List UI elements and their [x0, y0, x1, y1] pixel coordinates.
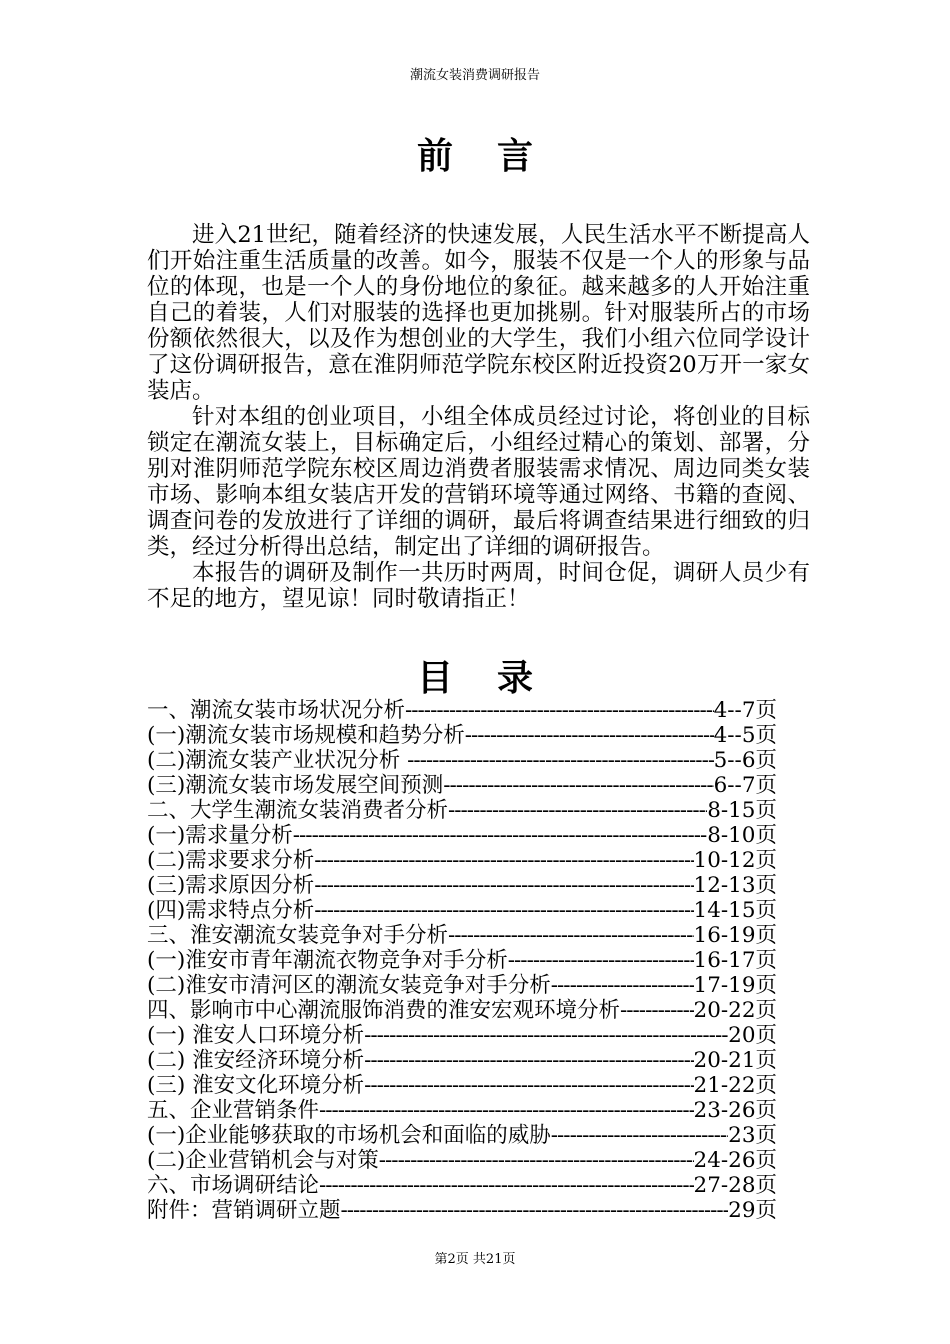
- toc-entry[interactable]: [147, 1048, 777, 1073]
- toc-entry-text: (二)需求要求分析: [147, 848, 315, 873]
- toc-entry-text: (一)需求量分析: [147, 823, 293, 848]
- toc-entry-text: (二)淮安市清河区的潮流女装竞争对手分析: [147, 973, 551, 998]
- toc-entry-page: 8-10页: [707, 823, 777, 848]
- toc-entry-page: 16-17页: [693, 948, 777, 973]
- toc-entry[interactable]: [147, 1073, 777, 1098]
- toc-entry-page: 12-13页: [693, 873, 777, 898]
- toc-entry-text: 二、大学生潮流女装消费者分析: [147, 798, 449, 823]
- toc-leader: [314, 898, 693, 923]
- toc-leader: [319, 1173, 694, 1198]
- toc-entry-text: 一、潮流女装市场状况分析: [147, 698, 406, 723]
- toc-entry[interactable]: [147, 723, 777, 748]
- toc-entry[interactable]: [147, 698, 777, 723]
- toc-leader: [465, 723, 714, 748]
- toc-leader: [551, 1123, 728, 1148]
- toc-entry-page: 20-22页: [693, 998, 777, 1023]
- toc-entry-text: 五、企业营销条件: [147, 1098, 320, 1123]
- toc-entry-page: 20-21页: [693, 1048, 777, 1073]
- toc-entry-text: (二)企业营销机会与对策: [147, 1148, 379, 1173]
- toc-leader: [405, 698, 714, 723]
- toc-entry-page: 16-19页: [693, 923, 777, 948]
- toc-entry[interactable]: [147, 873, 777, 898]
- toc-entry-text: (四)需求特点分析: [147, 898, 315, 923]
- toc-leader: [379, 1148, 694, 1173]
- toc-entry[interactable]: [147, 798, 777, 823]
- toc-entry-text: (三)需求原因分析: [147, 873, 315, 898]
- toc-leader: [319, 1098, 694, 1123]
- toc-entry[interactable]: [147, 748, 777, 773]
- page-number-footer: 第2页 共21页: [434, 1252, 516, 1267]
- toc-leader: [314, 848, 693, 873]
- toc-leader: [407, 748, 713, 773]
- toc-entry-page: 4--7页: [713, 698, 777, 723]
- preface-body: [147, 222, 810, 612]
- toc-entry[interactable]: [147, 823, 777, 848]
- toc-leader: [551, 973, 694, 998]
- toc-entry-page: 4--5页: [713, 723, 777, 748]
- toc-entry-text: 四、影响市中心潮流服饰消费的淮安宏观环境分析: [147, 998, 621, 1023]
- toc-entry[interactable]: [147, 1173, 777, 1198]
- preface-title: 前言: [416, 135, 577, 177]
- toc-leader: [364, 1073, 693, 1098]
- preface-paragraph: 针对本组的创业项目，小组全体成员经过讨论，将创业的目标锁定在潮流女装上，目标确定后，小组经过精心的策划、部署，分别对淮阴师范学院东校区周边消费者服装需求情况、周边同类女装市场、影响本组女装店开发的营销环境等通过网络、书籍的查阅、调查问卷的发放进行了详细的调研，最后将调查结果进行细致的归类，经过分析得出总结，制定出了详细的调研报告。: [147, 404, 810, 560]
- toc-entry-text: 六、市场调研结论: [147, 1173, 320, 1198]
- toc-entry-text: (一)企业能够获取的市场机会和面临的威胁: [147, 1123, 551, 1148]
- toc-entry-page: 24-26页: [693, 1148, 777, 1173]
- preface-paragraph: 进入21世纪，随着经济的快速发展，人民生活水平不断提高人们开始注重生活质量的改善。如今，服装不仅是一个人的形象与品位的体现，也是一个人的身份地位的象征。越来越多的人开始注重自己的着装，人们对服装的选择也更加挑剔。针对服装所占的市场份额依然很大，以及作为想创业的大学生，我们小组六位同学设计了这份调研报告，意在淮阴师范学院东校区附近投资20万开一家女装店。: [147, 222, 810, 404]
- toc-entry[interactable]: [147, 773, 777, 798]
- toc-entry[interactable]: [147, 948, 777, 973]
- toc-entry-text: 三、淮安潮流女装竞争对手分析: [147, 923, 449, 948]
- toc-entry-text: (一)潮流女装市场规模和趋势分析: [147, 723, 465, 748]
- toc-entry-page: 14-15页: [693, 898, 777, 923]
- toc-entry-page: 21-22页: [693, 1073, 777, 1098]
- toc-entry-text: (二) 淮安经济环境分析: [147, 1048, 365, 1073]
- toc-entry[interactable]: [147, 923, 777, 948]
- toc-entry[interactable]: [147, 898, 777, 923]
- toc-leader: [341, 1198, 729, 1223]
- toc-entry-page: 6--7页: [713, 773, 777, 798]
- toc-entry[interactable]: [147, 848, 777, 873]
- toc-entry-text: (三)潮流女装市场发展空间预测: [147, 773, 444, 798]
- toc-entry[interactable]: [147, 1023, 777, 1048]
- toc-leader: [364, 1048, 693, 1073]
- toc-leader: [448, 923, 694, 948]
- toc-leader: [508, 948, 694, 973]
- running-header: 潮流女装消费调研报告: [409, 68, 540, 83]
- toc-entry[interactable]: [147, 1098, 777, 1123]
- toc-title: 目录: [416, 657, 577, 699]
- toc-entry[interactable]: [147, 1198, 777, 1223]
- toc-leader: [620, 998, 694, 1023]
- toc-entry-page: 10-12页: [693, 848, 777, 873]
- toc-entry[interactable]: [147, 1123, 777, 1148]
- toc-entry-text: (一) 淮安人口环境分析: [147, 1023, 365, 1048]
- toc-leader: [364, 1023, 728, 1048]
- toc-entry-page: 23-26页: [693, 1098, 777, 1123]
- toc-leader: [443, 773, 713, 798]
- toc-entry-page: 17-19页: [693, 973, 777, 998]
- toc-entry-page: 8-15页: [707, 798, 777, 823]
- toc-entry-page: 29页: [728, 1198, 777, 1223]
- toc-leader: [293, 823, 707, 848]
- toc-entry[interactable]: [147, 998, 777, 1023]
- toc-entry[interactable]: [147, 1148, 777, 1173]
- toc-entry[interactable]: [147, 973, 777, 998]
- toc-entry-text: (一)淮安市青年潮流衣物竞争对手分析: [147, 948, 508, 973]
- table-of-contents: [147, 698, 777, 1223]
- toc-entry-text: (二)潮流女装产业状况分析: [147, 748, 408, 773]
- toc-entry-page: 5--6页: [713, 748, 777, 773]
- toc-entry-page: 20页: [728, 1023, 777, 1048]
- toc-entry-text: 附件：营销调研立题: [147, 1198, 341, 1223]
- toc-entry-page: 27-28页: [693, 1173, 777, 1198]
- toc-leader: [448, 798, 707, 823]
- preface-paragraph: 本报告的调研及制作一共历时两周，时间仓促，调研人员少有不足的地方，望见谅！同时敬请指正！: [147, 560, 810, 612]
- toc-entry-text: (三) 淮安文化环境分析: [147, 1073, 365, 1098]
- toc-entry-page: 23页: [728, 1123, 777, 1148]
- toc-leader: [314, 873, 693, 898]
